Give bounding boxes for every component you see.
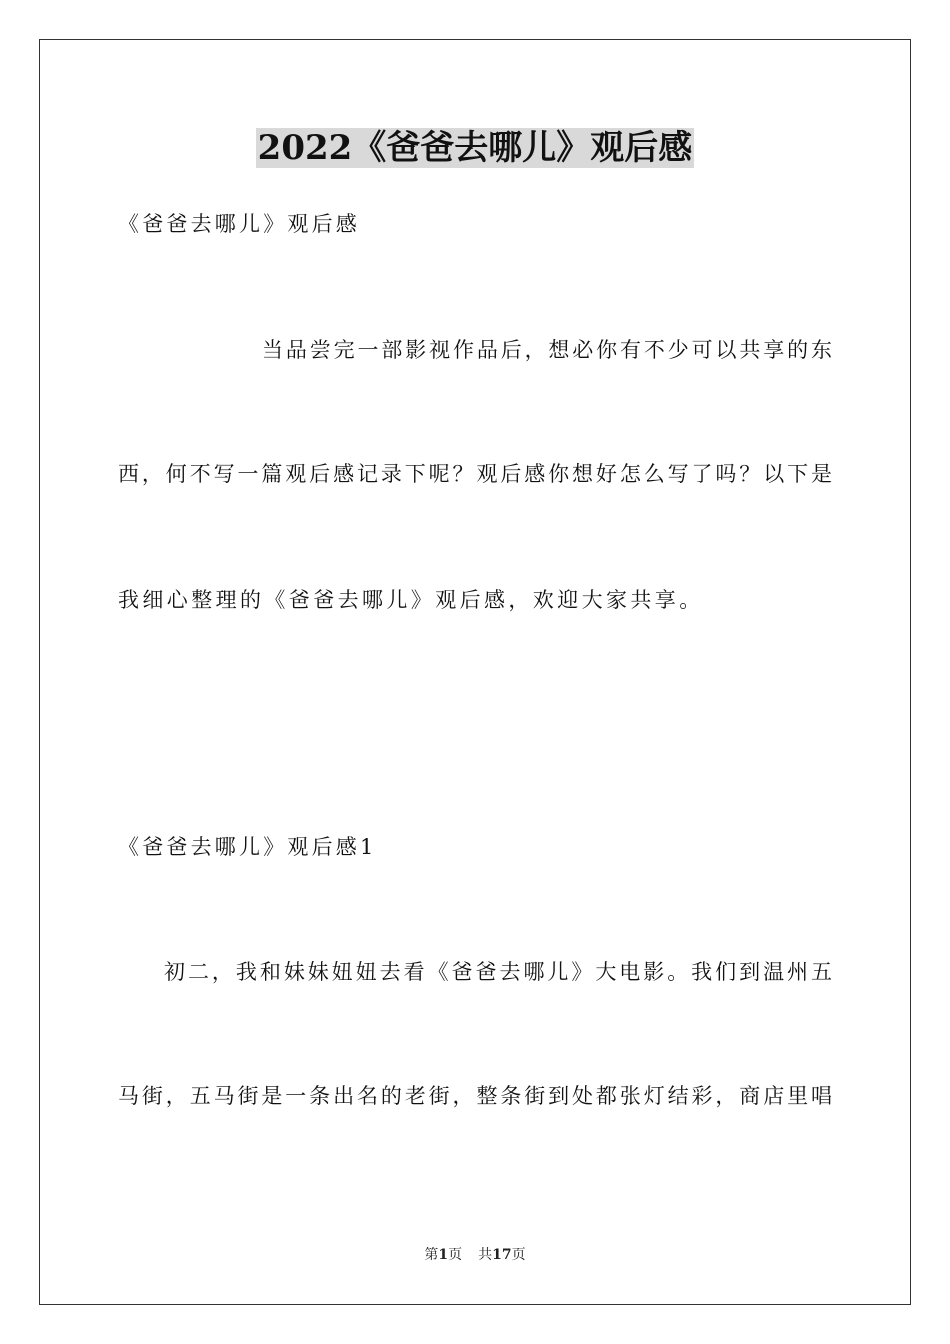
intro-line-1: 当品尝完一部影视作品后，想必你有不少可以共享的东 [262, 338, 832, 362]
document-subtitle: 《爸爸去哪儿》观后感 [118, 212, 360, 236]
intro-line-2: 西，何不写一篇观后感记录下呢？观后感你想好怎么写了吗？以下是 [118, 462, 832, 486]
section-line-1: 初二，我和妹妹妞妞去看《爸爸去哪儿》大电影。我们到温州五 [164, 960, 832, 984]
footer-total-prefix: 共 [478, 1247, 493, 1263]
title-container [0, 128, 950, 168]
footer-total-pages: 17 [492, 1247, 512, 1263]
document-title: 2022《爸爸去哪儿》观后感 [257, 128, 693, 168]
intro-line-3: 我细心整理的《爸爸去哪儿》观后感，欢迎大家共享。 [118, 588, 704, 612]
page-footer [0, 1245, 950, 1265]
section-line-2: 马街，五马街是一条出名的老街，整条街到处都张灯结彩，商店里唱 [118, 1084, 832, 1108]
section-heading: 《爸爸去哪儿》观后感1 [118, 835, 377, 859]
footer-page-suffix: 页 [448, 1247, 463, 1263]
footer-page-prefix: 第 [424, 1247, 439, 1263]
footer-total-suffix: 页 [511, 1247, 526, 1263]
footer-page-number: 1 [438, 1247, 449, 1263]
